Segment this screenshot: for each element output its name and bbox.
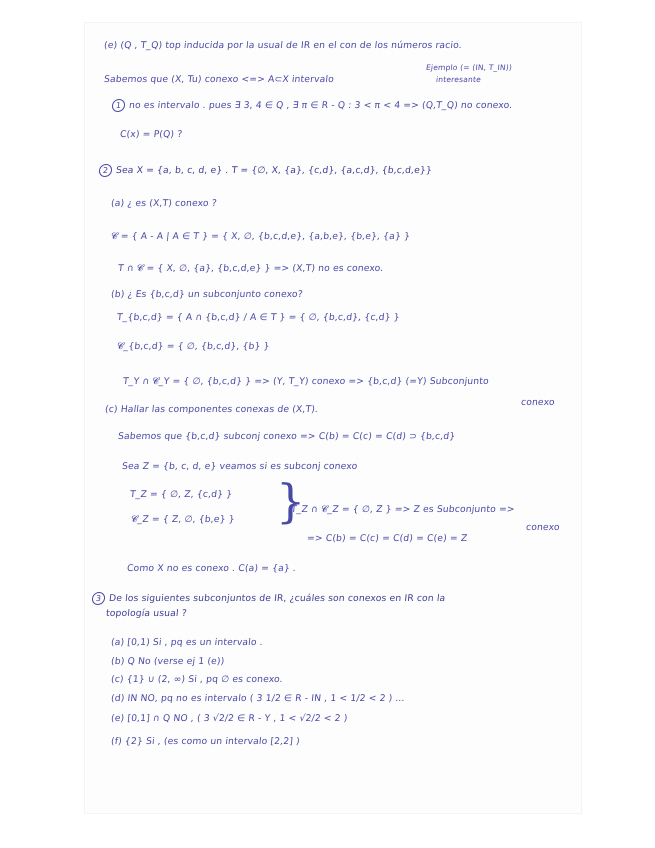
line-3b: (b) Q No (verse ej 1 (e)): [110, 656, 225, 667]
line-exercise-3: [91, 592, 446, 605]
line-3d: (d) IN NO, pq no es intervalo ( 3 1/2 ∈ R - IN , 1 < 1/2 < 2 ) ...: [110, 693, 406, 704]
line-como-x: Como X no es conexo . C(a) = {a} .: [126, 563, 297, 574]
line-sabemos-bcd: Sabemos que {b,c,d} subconj conexo => C(b) = C(c) = C(d) ⊃ {b,c,d}: [117, 431, 456, 442]
line-2b: (b) ¿ Es {b,c,d} un subconjunto conexo?: [110, 289, 304, 300]
line-closed-sets: 𝓒 = { A - A | A ∈ T } = { X, ∅, {b,c,d,e}, {a,b,e}, {b,e}, {a} }: [110, 231, 411, 242]
line-2a: (a) ¿ es (X,T) conexo ?: [110, 198, 218, 209]
line-interesante: interesante: [435, 75, 482, 84]
line-exercise-3-text: De los siguientes subconjuntos de IR, ¿cuáles son conexos en IR con la: [108, 593, 446, 604]
line-sea-z: Sea Z = {b, c, d, e} veamos si es subconj conexo: [121, 461, 358, 472]
circled-number-3: 3: [91, 592, 105, 605]
line-c-bcd: 𝓒_{b,c,d} = { ∅, {b,c,d}, {b} }: [116, 341, 271, 352]
line-3f: (f) {2} Si , (es como un intervalo [2,2] ): [110, 736, 301, 747]
line-ejemplo: Ejemplo (= (IN, T_IN)): [425, 63, 513, 72]
line-sabemos-conexo: Sabemos que (X, Tu) conexo <=> A⊂X intervalo: [103, 74, 335, 85]
line-cx-question: C(x) = P(Q) ?: [119, 129, 183, 140]
line-topologia: topología usual ?: [105, 608, 188, 619]
line-tz: T_Z = { ∅, Z, {c,d} }: [129, 489, 233, 500]
line-cz: 𝓒_Z = { Z, ∅, {b,e} }: [130, 514, 236, 525]
right-brace: }: [276, 474, 306, 528]
line-t-bcd: T_{b,c,d} = { A ∩ {b,c,d} / A ∈ T } = { ∅, {b,c,d}, {c,d} }: [116, 312, 401, 323]
line-3c: (c) {1} ∪ (2, ∞) Si , pq ∅ es conexo.: [110, 674, 284, 685]
line-no-intervalo: [111, 99, 513, 112]
line-ty-cap-cy: T_Y ∩ 𝓒_Y = { ∅, {b,c,d} } => (Y, T_Y) conexo => {b,c,d} (=Y) Subconjunto: [122, 376, 490, 387]
line-2c: (c) Hallar las componentes conexas de (X,T).: [104, 404, 319, 415]
line-tz-cap-cz: T_Z ∩ 𝓒_Z = { ∅, Z } => Z es Subconjunto =>: [290, 504, 516, 515]
line-t-cap-c: T ∩ 𝓒 = { X, ∅, {a}, {b,c,d,e} } => (X,T) no es conexo.: [117, 263, 384, 274]
line-conexo-2: conexo: [525, 522, 561, 533]
line-sea-x: [98, 164, 432, 177]
line-conexo-1: conexo: [520, 397, 556, 408]
line-components: => C(b) = C(c) = C(d) = C(e) = Z: [306, 533, 468, 544]
circled-number-1: 1: [111, 99, 125, 112]
circled-number-2: 2: [98, 164, 112, 177]
line-no-intervalo-text: no es intervalo . pues ∃ 3, 4 ∈ Q , ∃ π ∈ R - Q : 3 < π < 4 => (Q,T_Q) no conexo.: [128, 100, 513, 111]
line-3e: (e) [0,1] ∩ Q NO , ( 3 √2/2 ∈ R - Y , 1 < √2/2 < 2 ): [110, 713, 349, 724]
line-exercise-1e: (e) (Q , T_Q) top inducida por la usual de IR en el con de los números racio.: [103, 40, 463, 51]
line-sea-x-text: Sea X = {a, b, c, d, e} . T = {∅, X, {a}, {c,d}, {a,c,d}, {b,c,d,e}}: [115, 165, 433, 176]
line-3a: (a) [0,1) Si , pq es un intervalo .: [110, 637, 264, 648]
